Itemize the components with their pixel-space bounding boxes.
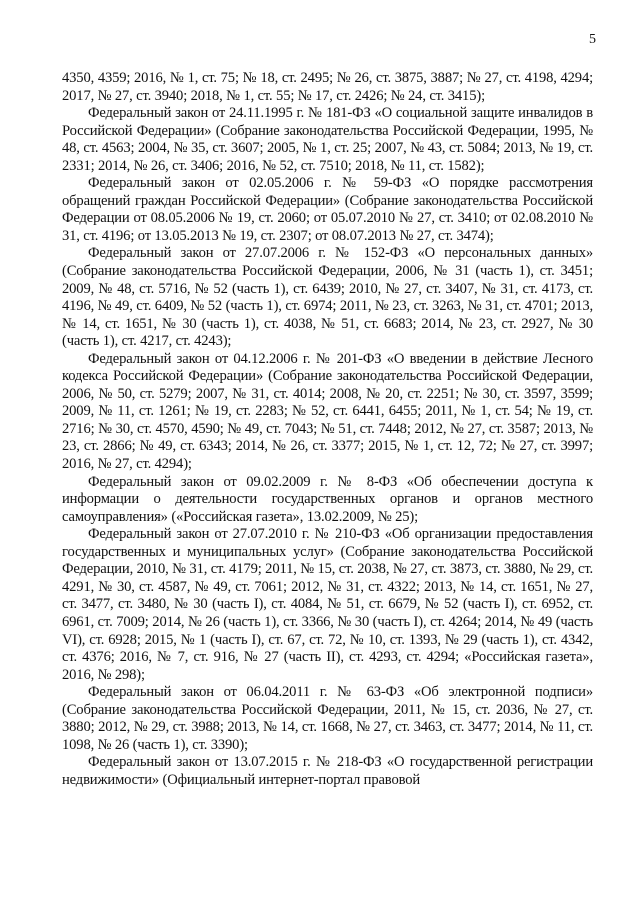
paragraph-law-201-fz: Федеральный закон от 04.12.2006 г. № 201-ФЗ «О введении в действие Лесного кодекса Российской Федерации» (Собрание законодательства Российской Федерации, 2006, № 50, ст. 5279; 2007, № 31, ст. 4014; 2008, № 20, ст. 2251; № 30, ст. 3597, 3599; 2009, № 11, ст. 1261; № 19, ст. 2283; № 52, ст. 6441, 6455; 2011, № 1, ст. 54; № 19, ст. 2716; № 30, ст. 4570, 4590; № 49, ст. 7043; № 51, ст. 7448; 2012, № 27, ст. 3587; 2013, № 23, ст. 2866; № 49, ст. 6343; 2014, № 26, ст. 3377; 2015, № 1, ст. 12, 72; № 27, ст. 3997; 2016, № 27, ст. 4294);	[62, 350, 593, 473]
paragraph-law-181-fz: Федеральный закон от 24.11.1995 г. № 181-ФЗ «О социальной защите инвалидов в Российской Федерации» (Собрание законодательства Российской Федерации, 1995, № 48, ст. 4563; 2004, № 35, ст. 3607; 2005, № 1, ст. 25; 2007, № 43, ст. 5084; 2013, № 19, ст. 2331; 2014, № 26, ст. 3406; 2016, № 52, ст. 7510; 2018, № 11, ст. 1582);	[62, 105, 593, 174]
paragraph-law-210-fz: Федеральный закон от 27.07.2010 г. № 210-ФЗ «Об организации предоставления государственных и муниципальных услуг» (Собрание законодательства Российской Федерации, 2010, № 31, ст. 4179; 2011, № 15, ст. 2038, № 27, ст. 3873, ст. 3880, № 29, ст. 4291, № 30, ст. 4587, № 49, ст. 7061; 2012, № 31, ст. 4322; 2013, № 14, ст. 1651, № 27, ст. 3477, ст. 3480, № 30 (часть I), ст. 4084, № 51, ст. 6679, № 52 (часть I), ст. 6952, ст. 6961, ст. 7009; 2014, № 26 (часть 1), ст. 3366, № 30 (часть I), ст. 4264; 2014, № 49 (часть VI), ст. 6928; 2015, № 1 (часть I), ст. 67, ст. 72, № 10, ст. 1393, № 29 (часть 1), ст. 4342, ст. 4376; 2016, № 7, ст. 916, № 27 (часть II), ст. 4293, ст. 4294; «Российская газета», 2016, № 298);	[62, 526, 593, 683]
paragraph-continuation: 4350, 4359; 2016, № 1, ст. 75; № 18, ст. 2495; № 26, ст. 3875, 3887; № 27, ст. 4198, 4294; 2017, № 27, ст. 3940; 2018, № 1, ст. 55; № 17, ст. 2426; № 24, ст. 3415);	[62, 70, 593, 104]
paragraph-law-63-fz: Федеральный закон от 06.04.2011 г. № 63-ФЗ «Об электронной подписи» (Собрание законодательства Российской Федерации, 2011, № 15, ст. 2036, № 27, ст. 3880; 2012, № 29, ст. 3988; 2013, № 14, ст. 1668, № 27, ст. 3463, ст. 3477; 2014, № 11, ст. 1098, № 26 (часть 1), ст. 3390);	[62, 684, 593, 753]
paragraph-law-218-fz: Федеральный закон от 13.07.2015 г. № 218-ФЗ «О государственной регистрации недвижимости» (Официальный интернет-портал правовой	[62, 754, 593, 788]
document-body	[62, 70, 593, 789]
paragraph-law-8-fz: Федеральный закон от 09.02.2009 г. № 8-ФЗ «Об обеспечении доступа к информации о деятельности государственных органов и органов местного самоуправления» («Российская газета», 13.02.2009, № 25);	[62, 473, 593, 525]
page-number: 5	[589, 32, 596, 47]
paragraph-law-152-fz: Федеральный закон от 27.07.2006 г. № 152-ФЗ «О персональных данных» (Собрание законодательства Российской Федерации, 2006, № 31 (часть 1), ст. 3451; 2009, № 48, ст. 5716, № 52 (часть 1), ст. 6439; 2010, № 27, ст. 3407, № 31, ст. 4173, ст. 4196, № 49, ст. 6409, № 52 (часть 1), ст. 6974; 2011, № 23, ст. 3263, № 31, ст. 4701; 2013, № 14, ст. 1651, № 30 (часть 1), ст. 4038, № 51, ст. 6683; 2014, № 23, ст. 2927, № 30 (часть 1), ст. 4217, ст. 4243);	[62, 245, 593, 350]
paragraph-law-59-fz: Федеральный закон от 02.05.2006 г. № 59-ФЗ «О порядке рассмотрения обращений граждан Российской Федерации» (Собрание законодательства Российской Федерации от 08.05.2006 № 19, ст. 2060; от 05.07.2010 № 27, ст. 3410; от 02.08.2010 № 31, ст. 4196; от 13.05.2013 № 19, ст. 2307; от 08.07.2013 № 27, ст. 3474);	[62, 175, 593, 244]
